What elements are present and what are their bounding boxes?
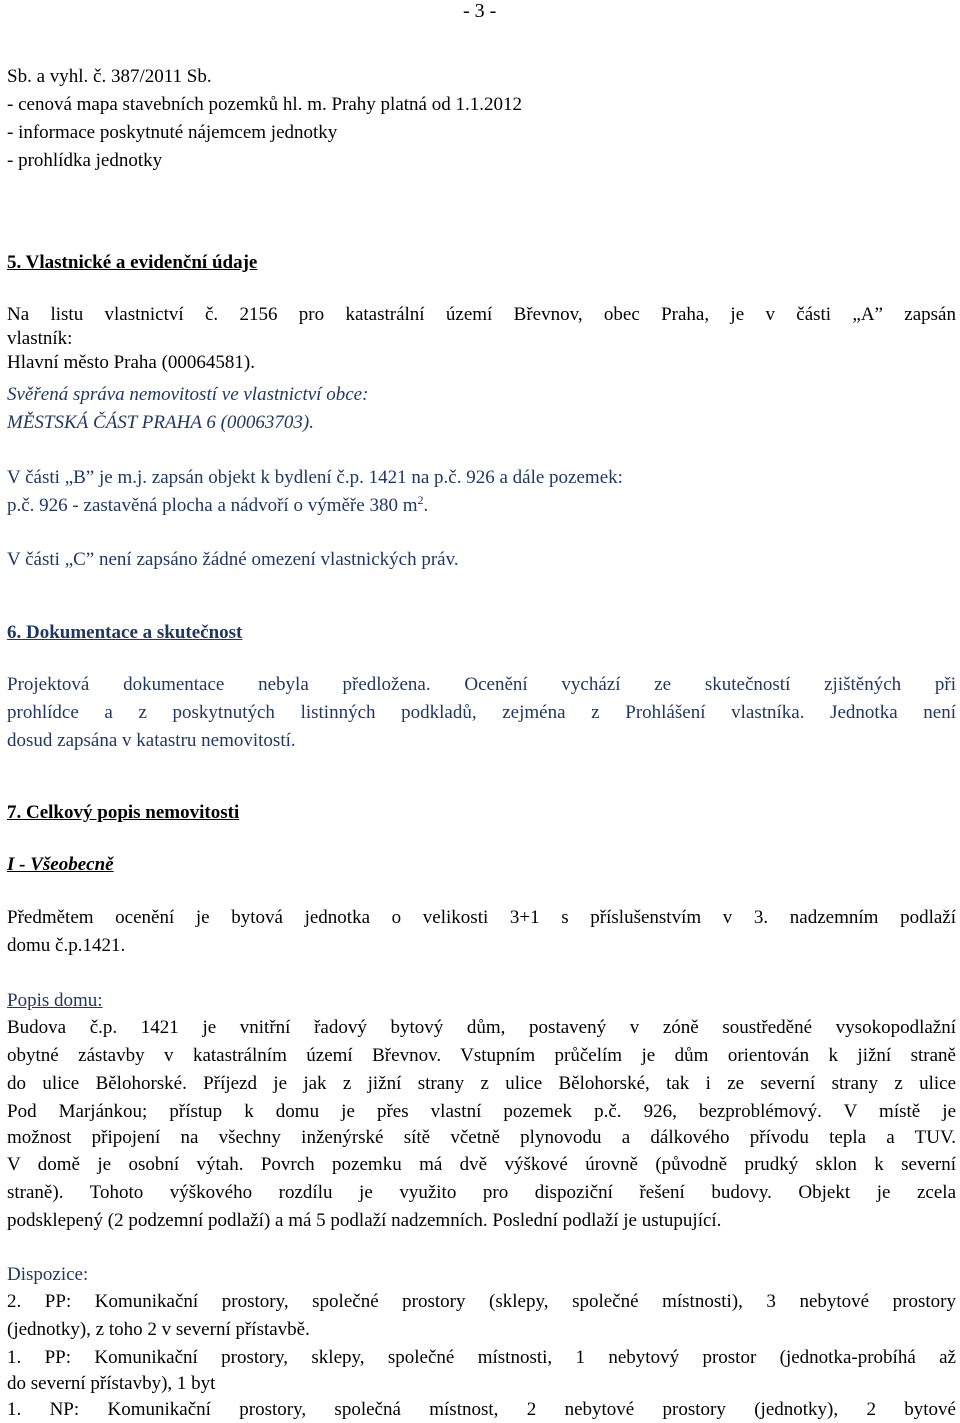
ownership-line: vlastník: [7, 328, 73, 349]
house-description-line: obytné zástavby v katastrálním území Břevnov. Vstupním průčelím je dům orientován k jižní straně [7, 1045, 956, 1066]
intro-text: domu č.p.1421. [7, 935, 126, 956]
documentation-text: Projektová dokumentace nebyla předložena. Ocenění vychází ze skutečností zjištěných při [7, 674, 956, 695]
section-6-heading: 6. Dokumentace a skutečnost [7, 622, 243, 643]
parcel-text: p.č. 926 - zastavěná plocha a nádvoří o výměře 380 m [7, 495, 418, 516]
area-unit-superscript: 2 [417, 493, 424, 507]
municipal-district: MĚSTSKÁ ČÁST PRAHA 6 (00063703). [7, 412, 314, 433]
source-line: Sb. a vyhl. č. 387/2011 Sb. [7, 66, 212, 87]
entrusted-management: Svěřená správa nemovitostí ve vlastnictví obce: [7, 384, 369, 405]
layout-line: 1. NP: Komunikační prostory, společná místnost, 2 nebytové prostory (jednotky), 2 bytové [7, 1399, 956, 1420]
layout-line: 2. PP: Komunikační prostory, společné prostory (sklepy, společné místnosti), 3 nebytové prostory [7, 1291, 956, 1312]
layout-label: Dispozice: [7, 1264, 89, 1285]
documentation-text: prohlídce a z poskytnutých listinných podkladů, zejména z Prohlášení vlastníka. Jednotka není [7, 702, 956, 723]
part-b-line: V části „B” je m.j. zapsán objekt k bydlení č.p. 1421 na p.č. 926 a dále pozemek: [7, 467, 623, 488]
source-line: - informace poskytnuté nájemcem jednotky [7, 122, 338, 143]
layout-line: do severní přístavby), 1 byt [7, 1373, 216, 1394]
house-description-line: Budova č.p. 1421 je vnitřní řadový bytový dům, postavený v zóně soustředěné vysokopodlažní [7, 1017, 956, 1038]
layout-line: 1. PP: Komunikační prostory, sklepy, společné místnosti, 1 nebytový prostor (jednotka-probíhá až [7, 1347, 956, 1368]
house-description-label: Popis domu: [7, 990, 103, 1011]
section-7-heading: 7. Celkový popis nemovitosti [7, 802, 240, 823]
house-description-line: V domě je osobní výtah. Povrch pozemku má dvě výškové úrovně (původně prudký sklon k severní [7, 1154, 956, 1175]
documentation-text: dosud zapsána v katastru nemovitostí. [7, 730, 296, 751]
intro-text: Předmětem ocenění je bytová jednotka o velikosti 3+1 s příslušenstvím v 3. nadzemním podlaží [7, 907, 956, 928]
house-description-line: straně). Tohoto výškového rozdílu je využito pro dispoziční řešení budovy. Objekt je zcela [7, 1182, 956, 1203]
part-b-parcel [7, 495, 428, 517]
section-5-heading: 5. Vlastnické a evidenční údaje [7, 252, 258, 273]
ownership-line: Na listu vlastnictví č. 2156 pro katastrální území Břevnov, obec Praha, je v části „A” zapsán [7, 304, 956, 325]
house-description-line: do ulice Bělohorské. Příjezd je jak z jižní strany z ulice Bělohorské, tak i ze severní strany z ulice [7, 1073, 956, 1094]
house-description-line: možnost připojení na všechny inženýrské sítě včetně plynovodu a dálkového přívodu tepla a TUV. [7, 1127, 956, 1148]
source-line: - cenová mapa stavebních pozemků hl. m. Prahy platná od 1.1.2012 [7, 94, 522, 115]
layout-line: (jednotky), z toho 2 v severní přístavbě. [7, 1319, 310, 1340]
page-number: - 3 - [463, 0, 497, 22]
house-description-line: Pod Marjánkou; přístup k domu je přes vlastní pozemek p.č. 926, bezproblémový. V místě je [7, 1101, 956, 1122]
general-subheading: I - Všeobecně [7, 854, 114, 875]
part-c-line: V části „C” není zapsáno žádné omezení vlastnických práv. [7, 549, 459, 570]
house-description-line: podsklepený (2 podzemní podlaží) a má 5 podlaží nadzemních. Poslední podlaží je ustupující. [7, 1210, 722, 1231]
source-line: - prohlídka jednotky [7, 150, 163, 171]
parcel-end: . [423, 495, 429, 516]
owner-name: Hlavní město Praha (00064581). [7, 352, 256, 373]
